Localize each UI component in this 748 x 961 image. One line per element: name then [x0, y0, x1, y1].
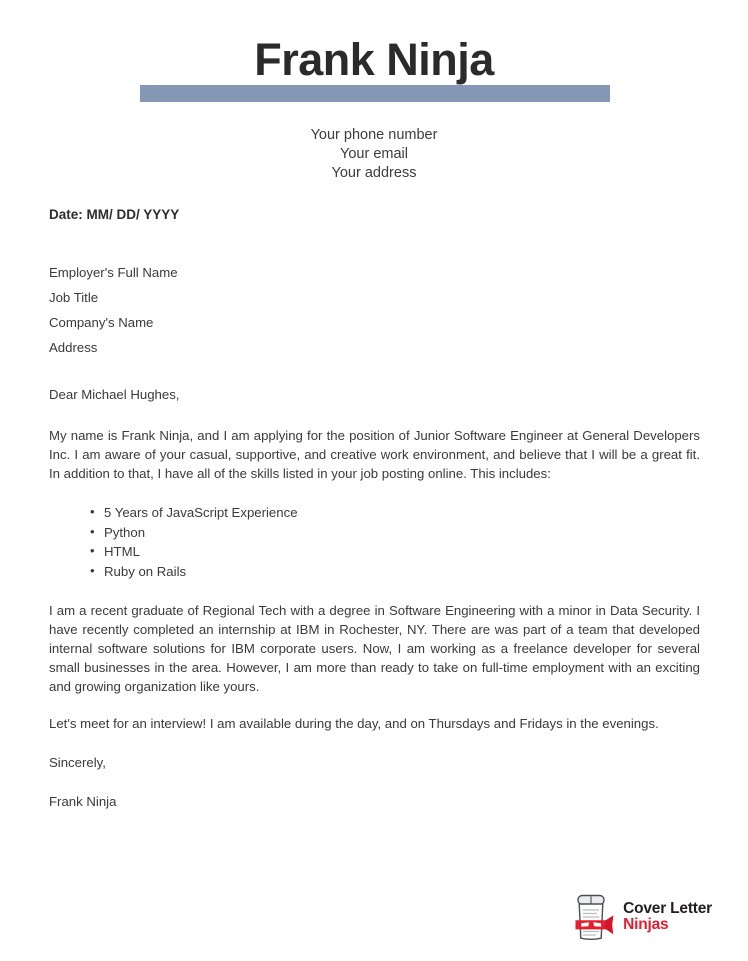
- date-line: Date: MM/ DD/ YYYY: [49, 207, 180, 222]
- header-accent-bar: [140, 85, 610, 102]
- body-paragraph-1: My name is Frank Ninja, and I am applying for the position of Junior Software Engineer at General Developers Inc. I am aware of your casual, supportive, and creative work environment, and believe that I will be a great fit. In addition to that, I have all of the skills listed in your job posting online. This includes:: [49, 428, 700, 481]
- body-paragraph-2: I am a recent graduate of Regional Tech with a degree in Software Engineering with a minor in Data Security. I have recently completed an internship at IBM in Rochester, NY. There are was part of a team that developed internal software solutions for IBM corporate users. Now, I am working as a freelance developer for several small businesses in the area. However, I am more than ready to take on full-time employment with an exciting and growing organization like yours.: [49, 603, 700, 694]
- contact-block: [0, 126, 748, 183]
- closing-statement: Let's meet for an interview! I am available during the day, and on Thursdays and Fridays in the evenings.: [49, 716, 659, 731]
- recipient-address: Address: [49, 340, 98, 355]
- logo-wordmark: [623, 901, 712, 933]
- recipient-block: [49, 260, 700, 360]
- contact-address: Your address: [331, 165, 417, 181]
- applicant-name: Frank Ninja: [254, 34, 494, 85]
- list-item: • Python: [90, 523, 700, 543]
- skills-list: [49, 503, 700, 581]
- logo-line-2: Ninjas: [623, 916, 669, 933]
- signature-name: Frank Ninja: [49, 794, 117, 809]
- contact-email: Your email: [340, 146, 408, 162]
- letter-body: [49, 205, 700, 811]
- contact-phone: Your phone number: [310, 127, 438, 143]
- logo-line-1: Cover Letter: [623, 899, 712, 917]
- recipient-company: Company's Name: [49, 315, 154, 330]
- scroll-ninja-mask-icon: [568, 893, 614, 941]
- recipient-name: Employer's Full Name: [49, 265, 178, 280]
- letter-header: [0, 0, 748, 112]
- list-item: • 5 Years of JavaScript Experience: [90, 503, 700, 523]
- salutation: Dear Michael Hughes,: [49, 387, 180, 402]
- recipient-job-title: Job Title: [49, 290, 99, 305]
- list-item: • Ruby on Rails: [90, 562, 700, 582]
- list-item: • HTML: [90, 542, 700, 562]
- closing-salutation: Sincerely,: [49, 755, 106, 770]
- brand-logo: [568, 893, 712, 941]
